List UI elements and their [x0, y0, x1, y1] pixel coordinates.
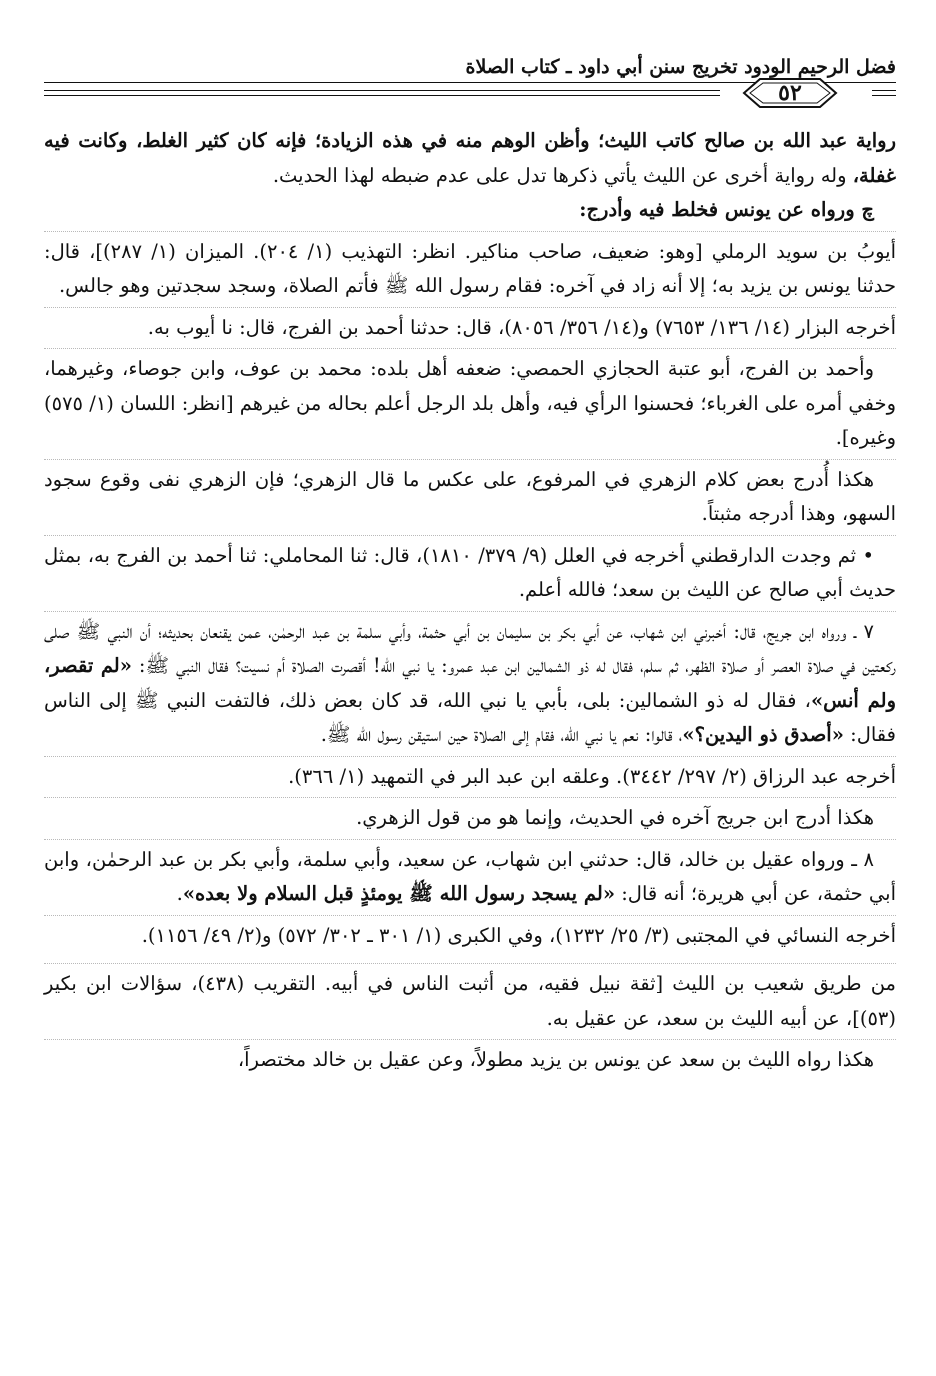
paragraph: [44, 915, 896, 954]
bold-text-segment: «لم يسجد رسول الله ﷺ يومئذٍ قبل السلام ولا بعده»: [182, 882, 616, 905]
paragraph: [44, 756, 896, 795]
text-segment: وله رواية أخرى عن الليث يأتي ذكرها تدل على عدم ضبطه لهذا الحديث.: [272, 163, 853, 187]
paragraph: [44, 797, 896, 836]
paragraph: [44, 307, 896, 346]
paragraph: [44, 459, 896, 532]
text-segment: • ثم وجدت الدارقطني أخرجه في العلل (٩/ ٣٧٩/ ١٨١٠)، قال: ثنا المحاملي: ثنا أحمد بن الفرج به، بمثل حديث أبي صالح عن الليث بن سعد؛ فالله أعلم.: [44, 543, 896, 601]
paragraph: [44, 124, 896, 193]
page-header: [44, 50, 896, 110]
text-segment: ، قالوا: نعم يا نبي الله، فقام إلى الصلاة حين استيقن رسول الله ﷺ.: [320, 723, 683, 746]
paragraph: [44, 839, 896, 912]
text-segment: هكذا أُدرج بعض كلام الزهري في المرفوع، على عكس ما قال الزهري؛ فإن الزهري نفى وقوع سجود السهو، وهذا أدرجه مثبتاً.: [44, 467, 896, 525]
text-segment: أخرجه البزار (١٤/ ١٣٦/ ٧٦٥٣) و(١٤/ ٣٥٦/ ٨٠٥٦)، قال: حدثنا أحمد بن الفرج، قال: نا أيوب به.: [147, 315, 896, 339]
text-segment: أخرجه عبد الرزاق (٢/ ٢٩٧/ ٣٤٤٢). وعلقه ابن عبد البر في التمهيد (١/ ٣٦٦).: [288, 764, 896, 788]
running-title: فضل الرحيم الودود تخريج سنن أبي داود ـ كتاب الصلاة: [465, 56, 896, 78]
bold-text-segment: رواية عبد الله بن صالح كاتب الليث؛ وأظن الوهم منه في هذه الزيادة؛ فإنه كان كثير الغلط، وكانت فيه غفلة،: [44, 129, 896, 187]
bold-text-segment: ﭺ ورواه عن يونس فخلط فيه وأدرج:: [579, 198, 874, 221]
page-number-badge: [738, 76, 842, 110]
paragraph: [44, 535, 896, 608]
text-segment: ٨ ـ ورواه عقيل بن خالد، قال: حدثني ابن شهاب، عن سعيد، وأبي سلمة، وأبي بكر بن عبد الرحمٰن، وابن أبي حثمة، عن أبي هريرة؛ أنه قال:: [44, 847, 896, 905]
paragraph: [44, 1039, 896, 1078]
paragraph: [44, 611, 896, 753]
paragraph: [44, 231, 896, 304]
bold-text-segment: «أصدق ذو اليدين؟»: [682, 723, 844, 746]
paragraph: [44, 348, 896, 456]
paragraph: [44, 963, 896, 1036]
text-segment: .: [176, 882, 183, 905]
paragraph: [44, 193, 896, 228]
header-rule-left-double: [44, 95, 720, 96]
main-text: [44, 124, 896, 1078]
text-segment: هكذا أدرج ابن جريج آخره في الحديث، وإنما هو من قول الزهري.: [356, 806, 874, 829]
text-segment: هكذا رواه الليث بن سعد عن يونس بن يزيد مطولاً، وعن عقيل بن خالد مختصراً،: [237, 1048, 874, 1071]
bold-text-segment: «لم تقصر، ولم أنس»: [44, 654, 896, 712]
text-segment: وأحمد بن الفرج، أبو عتبة الحجازي الحمصي: ضعفه أهل بلده: محمد بن عوف، وابن جوصاء، وغيرهما، وخفي أمره على الغرباء؛ فحسنوا الرأي فيه، وأهل بلد الرجل أعلم بحاله من غيرهم [انظر: اللسان (١/ ٥٧٥) وغيره].: [44, 357, 896, 449]
header-rule-left: [44, 90, 720, 91]
text-segment: ٧ ـ ورواه ابن جريج، قال: أخبرني ابن شهاب، عن أبي بكر بن سليمان بن أبي حثمة، وأبي سلمة بن عبد الرحمٰن، عمن يقنعان بحديثه؛ أن النبي ﷺ صلى ركعتين في صلاة العصر أو صلاة الظهر، ثم سلم، فقال له ذو الشمالين ابن عبد عمرو: يا نبي الله! أقصرت الصلاة أم نسيت؟ فقال النبي ﷺ:: [44, 619, 896, 677]
text-segment: أيوبُ بن سويد الرملي [وهو: ضعيف، صاحب مناكير. انظر: التهذيب (١/ ٢٠٤). الميزان (١/ ٢٨٧)]، قال: حدثنا يونس بن يزيد به؛ إلا أنه زاد في آخره: فقام رسول الله ﷺ فأتم الصلاة، وسجد سجدتين وهو جالس.: [44, 239, 896, 297]
header-rule-right-double: [872, 95, 896, 96]
text-segment: من طريق شعيب بن الليث [ثقة نبيل فقيه، من أثبت الناس في أبيه. التقريب (٤٣٨)، سؤالات ابن بكير (٥٣)]، عن أبيه الليث بن سعد، عن عقيل به.: [44, 972, 896, 1030]
page-number: ٥٢: [778, 80, 802, 106]
text-segment: أخرجه النسائي في المجتبى (٣/ ٢٥/ ١٢٣٢)، وفي الكبرى (١/ ٣٠١ ـ ٣٠٢/ ٥٧٢) و(٢/ ٤٩/ ١١٥٦).: [141, 923, 896, 947]
text-segment: ، فقال له ذو الشمالين: بلى، بأبي يا نبي الله، قد كان بعض ذلك، فالتفت النبي ﷺ إلى الناس فقال:: [44, 688, 896, 746]
header-rule-right: [872, 90, 896, 91]
